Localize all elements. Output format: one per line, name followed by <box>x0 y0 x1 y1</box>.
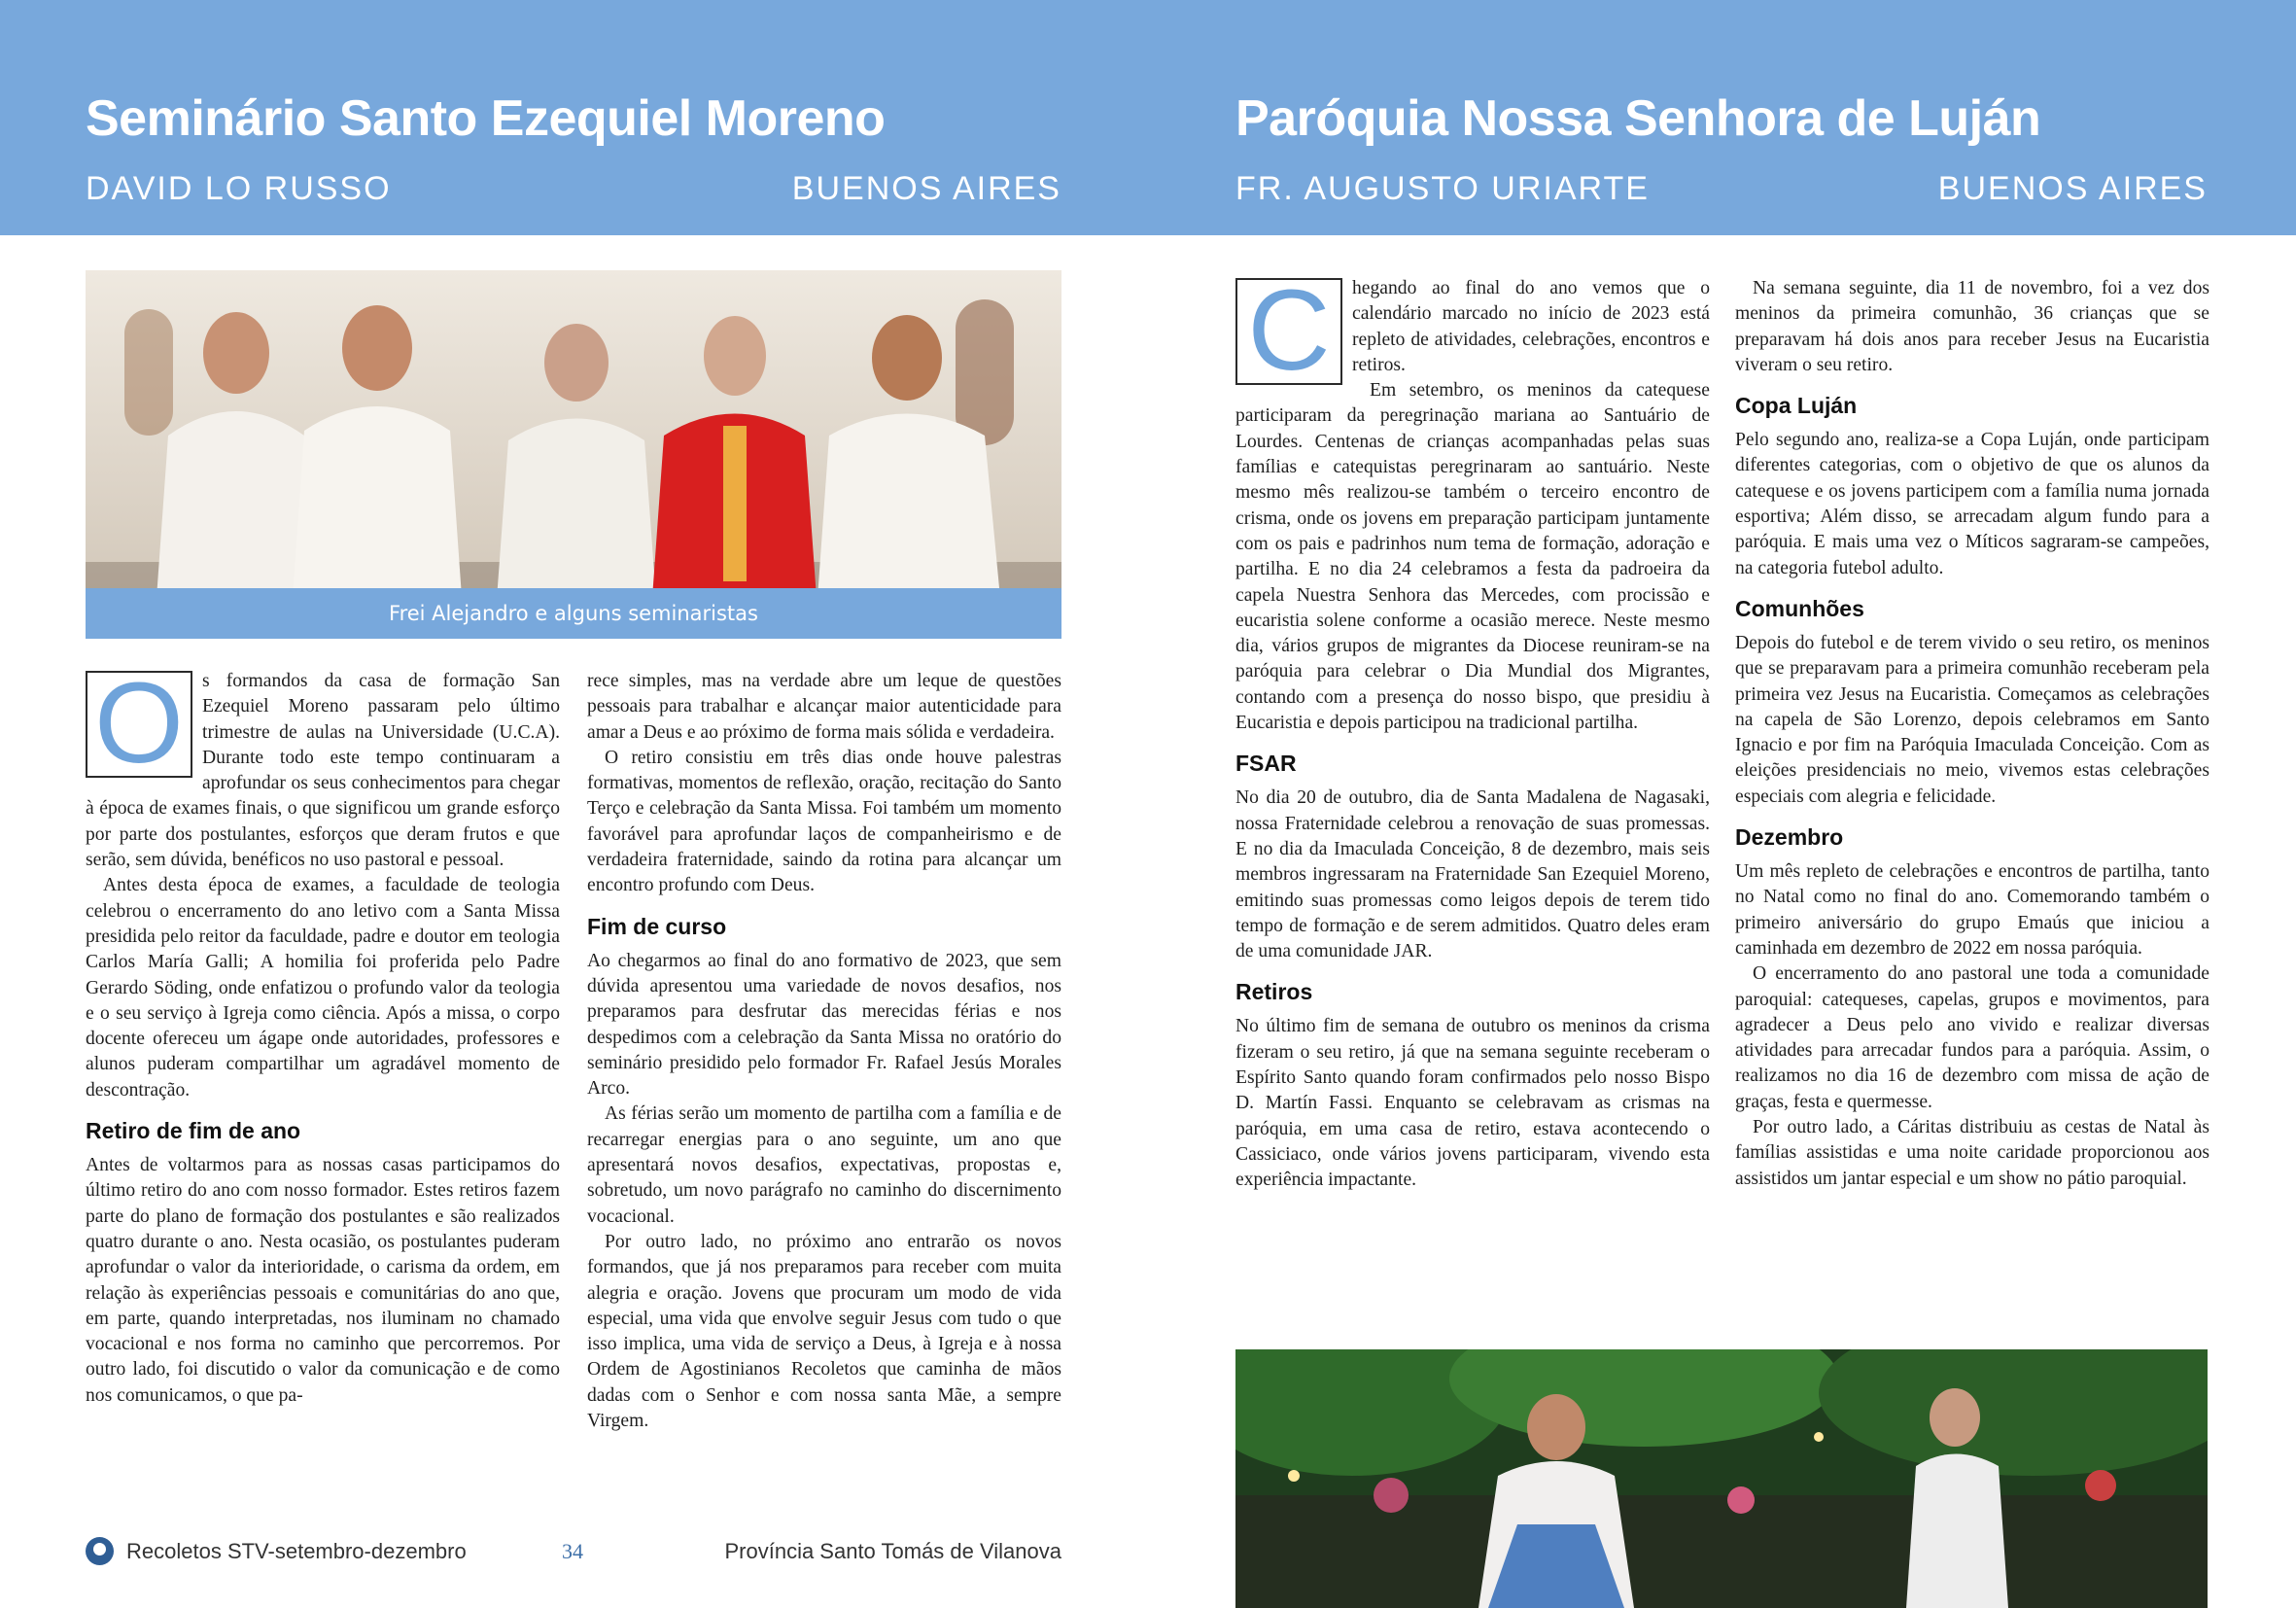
right-heading-dezembro: Dezembro <box>1735 824 1844 851</box>
left-paragraph: rece simples, mas na verdade abre um leque de questões pessoais para trabalhar e alcançar maior autenticidade para amar a Deus e ao próximo de forma mais sólida e verdadeira. <box>587 671 1061 743</box>
right-article-title: Paróquia Nossa Senhora de Luján <box>1235 90 2041 147</box>
right-paragraph: No último fim de semana de outubro os meninos da crisma fizeram o seu retiro, já que na semana seguinte receberam o Espírito Santo quando foram confirmados pelo nosso Bispo D. Martín Fassi. Enquanto se celebravam as crismas na paróquia, em uma casa de retiro, estava acontecendo o Cassiciaco, onde vários jovens participaram, vivendo esta experiência impactante. <box>1235 1016 1710 1191</box>
left-drop-cap-letter: O <box>94 659 184 787</box>
left-paragraph: Antes desta época de exames, a faculdade de teologia celebrou o encerramento do ano letivo com a Santa Missa presidida pelo reitor da faculdade, padre e doutor em teologia Carlos María Galli; A homilia foi proferida pelo Padre Gerardo Söding, onde enfatizou o profundo valor da teologia e o seu serviço à Igreja como ciência. Após a missa, o corpo docente ofereceu um ágape onde autoridades, professores e alunos puderam compartilhar um agradável momento de descontração. <box>86 875 560 1101</box>
left-column-2 <box>587 669 1061 1434</box>
right-paragraph: Depois do futebol e de terem vivido o seu retiro, os meninos que se preparavam para a primeira comunhão receberam pela primeira vez Jesus na Eucaristia. Começamos as celebrações na capela de São Lorenzo, depois celebramos em Santo Ignacio e por fim na Paróquia Imaculada Conceição. Com as eleições presidenciais no meio, vivemos estas celebrações especiais com alegria e felicidade. <box>1735 632 2209 807</box>
right-heading-copa-lujan: Copa Luján <box>1735 393 1858 419</box>
right-drop-cap <box>1235 266 1342 395</box>
right-column-1 <box>1235 266 1710 1194</box>
left-title-banner <box>0 0 1148 235</box>
right-drop-cap-letter: C <box>1247 266 1331 395</box>
right-paragraph: Um mês repleto de celebrações e encontros de partilha, tanto no Natal como no final do ano. Comemorando também o primeiro aniversário do grupo Emaús que iniciou a caminhada em dezembro de 2022 em nossa paróquia. <box>1735 861 2209 959</box>
right-column-2 <box>1735 276 2209 1192</box>
parish-festival-photo-image <box>1235 1349 2208 1608</box>
right-paragraph: Em setembro, os meninos da catequese participaram da peregrinação mariana ao Santuário de Lourdes. Centenas de crianças acompanhadas pelas suas famílias e catequistas peregrinaram ao santuário. Neste mesmo mês realizou-se também o terceiro encontro de crisma, onde os jovens em preparação participam juntamente com os pais e padrinhos num tema de formação, adoração e partilha. E no dia 24 celebramos a festa da padroeira da capela Nuestra Senhora das Mercedes, com procissão e eucaristia solene conforme a ocasião merece. Neste mesmo dia, vários grupos de migrantes da Diocese reuniram-se na paróquia para celebrar o Dia Mundial dos Migrantes, contando com a presença do nosso bispo, que presidiu à Eucaristia e depois participou na tradicional partilha. <box>1235 380 1710 734</box>
left-heading-retiro: Retiro de fim de ano <box>86 1118 301 1144</box>
seminarians-photo-image <box>86 270 1061 639</box>
left-paragraph: Por outro lado, no próximo ano entrarão os novos formandos, que já nos preparamos para receber com muita alegria e oração. Jovens que procuram um modo de vida especial, uma vida que envolve seguir Jesus com tudo o que isso implica, uma vida de serviço a Deus, à Igreja e à nossa Ordem de Agostinianos Recoletos que caminha de mãos dadas com o Senhor e com nossa santa Mãe, a sempre Virgem. <box>587 1231 1061 1432</box>
right-paragraph: Na semana seguinte, dia 11 de novembro, foi a vez dos meninos da primeira comunhão, 36 crianças que se preparavam há dois anos para receber Jesus na Eucaristia viveram o seu retiro. <box>1735 278 2209 375</box>
right-paragraph: No dia 20 de outubro, dia de Santa Madalena de Nagasaki, nossa Fraternidade celebrou a renovação de suas promessas. E no dia da Imaculada Conceição, 8 de dezembro, mais seis membros ingressaram na Fraternidade San Ezequiel Moreno, emitindo suas promessas como leigos depois de terem tido tempo de formação e de serem admitidos. Quatro deles eram de uma comunidade JAR. <box>1235 787 1710 962</box>
photo-caption: Frei Alejandro e alguns seminaristas <box>86 588 1061 639</box>
parish-festival-photo <box>1235 1349 2208 1608</box>
right-city: BUENOS AIRES <box>1937 170 2208 207</box>
right-heading-comunhoes: Comunhões <box>1735 595 1864 621</box>
left-paragraph: O retiro consistiu em três dias onde houve palestras formativas, momentos de reflexão, oração, recitação do Santo Terço e celebração da Santa Missa. Foi também um momento favorável para aprofundar laços de companheirismo e de verdadeira fraternidade, saindo da rotina para alcançar um encontro profundo com Deus. <box>587 747 1061 896</box>
province-name: Província Santo Tomás de Vilanova <box>724 1539 1061 1563</box>
magazine-name: Recoletos STV-setembro-dezembro <box>126 1539 467 1563</box>
left-heading-fim-de-curso: Fim de curso <box>587 913 727 939</box>
left-paragraph: As férias serão um momento de partilha com a família e de recarregar energias para o ano seguinte, um ano que apresentará novos desafios, expectativas, propostas e, sobretudo, um novo parágrafo no caminho do discernimento vocacional. <box>587 1103 1061 1227</box>
right-paragraph: O encerramento do ano pastoral une toda a comunidade paroquial: catequeses, capelas, grupos e movimentos, para agradecer a Deus pelo ano vivido e realizar diversas atividades para arrecadar fundos para a paróquia. Assim, o realizamos no dia 16 de dezembro com missa de ação de graças, festa e quermesse. <box>1735 963 2209 1112</box>
left-author: DAVID LO RUSSO <box>86 170 392 207</box>
left-paragraph: Ao chegarmos ao final do ano formativo de 2023, que sem dúvida apresentou uma variedade de novos desafios, nos preparamos para desfrutar das merecidas férias e nos despedimos com a celebração da Santa Missa no oratório do seminário presidido pelo formador Fr. Rafael Jesús Morales Arco. <box>587 950 1061 1100</box>
right-paragraph: Por outro lado, a Cáritas distribuiu as cestas de Natal às famílias assistidas e uma noite caridade proporcionou aos assistidos um jantar especial e um show no pátio paroquial. <box>1735 1117 2209 1189</box>
left-article-title: Seminário Santo Ezequiel Moreno <box>86 90 886 147</box>
right-page <box>1148 0 2296 1608</box>
left-paragraph: s formandos da casa de formação San Ezequiel Moreno passaram pelo último trimestre de aulas na Universidade (U.C.A). Durante todo este tempo continuaram a aprofundar os seus conhecimentos para chegar à época de exames finais, o que significou um grande esforço por parte dos postulantes, esforços que deram frutos e que serão, sem dúvida, benéficos no uso pastoral e pessoal. <box>86 671 560 871</box>
left-footer <box>86 1536 1061 1575</box>
right-paragraph: Pelo segundo ano, realiza-se a Copa Luján, onde participam diferentes categorias, com o objetivo de que os alunos da catequese e os jovens participem com a família numa jornada esportiva; Além disso, se arrecadam algum fundo para a paróquia. E mais uma vez o Míticos sagraram-se campeões, na categoria futebol adulto. <box>1735 430 2209 578</box>
recoletos-logo-icon <box>86 1537 114 1565</box>
right-title-banner <box>1148 0 2296 235</box>
page-number: 34 <box>562 1539 583 1563</box>
right-paragraph: hegando ao final do ano vemos que o calendário marcado no início de 2023 está repleto de atividades, celebrações, encontros e retiros. <box>1352 278 1710 375</box>
right-author: FR. AUGUSTO URIARTE <box>1235 170 1650 207</box>
seminarians-photo <box>86 270 1061 639</box>
left-city: BUENOS AIRES <box>791 170 1061 207</box>
right-heading-retiros: Retiros <box>1235 979 1313 1005</box>
left-column-1 <box>86 659 560 1409</box>
left-paragraph: Antes de voltarmos para as nossas casas participamos do último retiro do ano com nosso formador. Estes retiros fazem parte do plano de formação dos postulantes e são realizados quatro durante o ano. Nesta ocasião, os postulantes puderam aprofundar o valor da interioridade, o carisma da ordem, em relação às experiências pessoais e comunitárias do ano que, em parte, quando interpretadas, nos iluminam no chamado vocacional e nos forma no caminho que percorremos. Por outro lado, foi discutido o valor da comunicação e de como nos comunicamos, o que pa- <box>86 1155 560 1406</box>
left-drop-cap <box>86 659 192 787</box>
right-heading-fsar: FSAR <box>1235 751 1297 777</box>
